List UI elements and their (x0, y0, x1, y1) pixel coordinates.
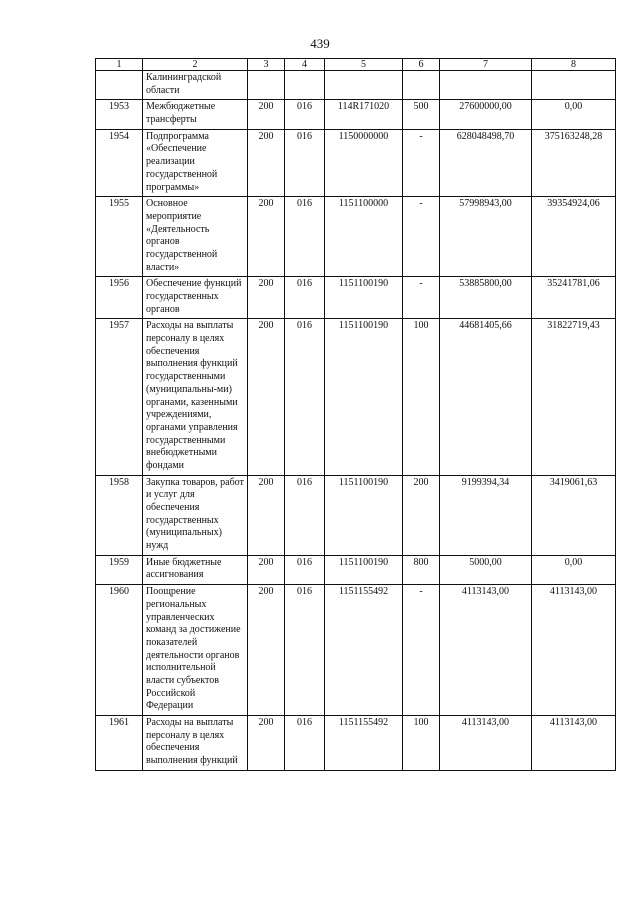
row-name: Иные бюджетные ассигнования (143, 555, 248, 584)
column-header: 8 (532, 59, 616, 71)
column-header: 1 (96, 59, 143, 71)
column-header: 7 (440, 59, 532, 71)
table-row (96, 585, 616, 716)
row-target-code: 114R171020 (325, 100, 403, 129)
row-name: Межбюджетные трансферты (143, 100, 248, 129)
row-number: 1955 (96, 197, 143, 277)
row-department: 016 (285, 555, 325, 584)
row-amount-1: 9199394,34 (440, 475, 532, 555)
row-code: 200 (248, 277, 285, 319)
row-amount-1 (440, 71, 532, 100)
table-row (96, 319, 616, 475)
row-code: 200 (248, 475, 285, 555)
column-header: 3 (248, 59, 285, 71)
row-number: 1959 (96, 555, 143, 584)
row-amount-1: 4113143,00 (440, 585, 532, 716)
row-code (248, 71, 285, 100)
row-amount-2: 31822719,43 (532, 319, 616, 475)
row-department: 016 (285, 197, 325, 277)
table-row (96, 71, 616, 100)
row-amount-2: 375163248,28 (532, 129, 616, 196)
row-department: 016 (285, 319, 325, 475)
row-target-code: 1151100000 (325, 197, 403, 277)
row-number: 1956 (96, 277, 143, 319)
row-expense-type: - (403, 197, 440, 277)
row-department: 016 (285, 716, 325, 771)
table-body (96, 71, 616, 771)
table-row (96, 716, 616, 771)
row-target-code: 1151155492 (325, 585, 403, 716)
row-amount-1: 44681405,66 (440, 319, 532, 475)
row-amount-2: 0,00 (532, 555, 616, 584)
table-row (96, 129, 616, 196)
row-amount-1: 4113143,00 (440, 716, 532, 771)
row-name: Подпрограмма «Обеспечение реализации государственной программы» (143, 129, 248, 196)
row-code: 200 (248, 129, 285, 196)
row-name: Основное мероприятие «Деятельность органов государственной власти» (143, 197, 248, 277)
row-amount-1: 27600000,00 (440, 100, 532, 129)
column-header: 6 (403, 59, 440, 71)
row-name: Закупка товаров, работ и услуг для обеспечения государственных (муниципальных) нужд (143, 475, 248, 555)
row-department: 016 (285, 277, 325, 319)
row-amount-2 (532, 71, 616, 100)
row-name: Расходы на выплаты персоналу в целях обеспечения выполнения функций (143, 716, 248, 771)
row-target-code: 1151100190 (325, 475, 403, 555)
row-code: 200 (248, 555, 285, 584)
row-amount-1: 57998943,00 (440, 197, 532, 277)
column-header: 5 (325, 59, 403, 71)
row-amount-1: 53885800,00 (440, 277, 532, 319)
row-target-code (325, 71, 403, 100)
row-code: 200 (248, 197, 285, 277)
row-expense-type: 800 (403, 555, 440, 584)
row-number: 1958 (96, 475, 143, 555)
row-number: 1953 (96, 100, 143, 129)
row-expense-type: 100 (403, 716, 440, 771)
row-name: Расходы на выплаты персоналу в целях обеспечения выполнения функций государственными (муниципальны-ми) органами, казенными учреждениями, органами управления государственными внебюджетными фондами (143, 319, 248, 475)
row-target-code: 1151100190 (325, 555, 403, 584)
row-department: 016 (285, 100, 325, 129)
row-amount-2: 4113143,00 (532, 585, 616, 716)
row-number: 1957 (96, 319, 143, 475)
row-department (285, 71, 325, 100)
row-number: 1954 (96, 129, 143, 196)
column-number-row (96, 59, 616, 71)
row-target-code: 1150000000 (325, 129, 403, 196)
row-name: Калининградской области (143, 71, 248, 100)
column-header: 4 (285, 59, 325, 71)
row-name: Обеспечение функций государственных органов (143, 277, 248, 319)
row-amount-2: 3419061,63 (532, 475, 616, 555)
row-expense-type: - (403, 129, 440, 196)
row-expense-type: 500 (403, 100, 440, 129)
row-department: 016 (285, 475, 325, 555)
budget-table (95, 58, 616, 771)
table-row (96, 555, 616, 584)
row-expense-type: - (403, 585, 440, 716)
row-amount-2: 35241781,06 (532, 277, 616, 319)
table-row (96, 277, 616, 319)
row-amount-1: 5000,00 (440, 555, 532, 584)
column-header: 2 (143, 59, 248, 71)
row-expense-type: 200 (403, 475, 440, 555)
row-code: 200 (248, 100, 285, 129)
row-number (96, 71, 143, 100)
row-department: 016 (285, 129, 325, 196)
row-number: 1961 (96, 716, 143, 771)
row-amount-2: 39354924,06 (532, 197, 616, 277)
row-code: 200 (248, 716, 285, 771)
table-row (96, 100, 616, 129)
row-code: 200 (248, 319, 285, 475)
row-expense-type: 100 (403, 319, 440, 475)
row-amount-2: 4113143,00 (532, 716, 616, 771)
row-expense-type (403, 71, 440, 100)
row-number: 1960 (96, 585, 143, 716)
table-row (96, 475, 616, 555)
row-code: 200 (248, 585, 285, 716)
row-target-code: 1151155492 (325, 716, 403, 771)
row-expense-type: - (403, 277, 440, 319)
row-amount-1: 628048498,70 (440, 129, 532, 196)
row-target-code: 1151100190 (325, 277, 403, 319)
row-name: Поощрение региональных управленческих команд за достижение показателей деятельности органов исполнительной власти субъектов Российской Федерации (143, 585, 248, 716)
row-amount-2: 0,00 (532, 100, 616, 129)
page-number: 439 (310, 36, 330, 51)
table-row (96, 197, 616, 277)
row-target-code: 1151100190 (325, 319, 403, 475)
row-department: 016 (285, 585, 325, 716)
